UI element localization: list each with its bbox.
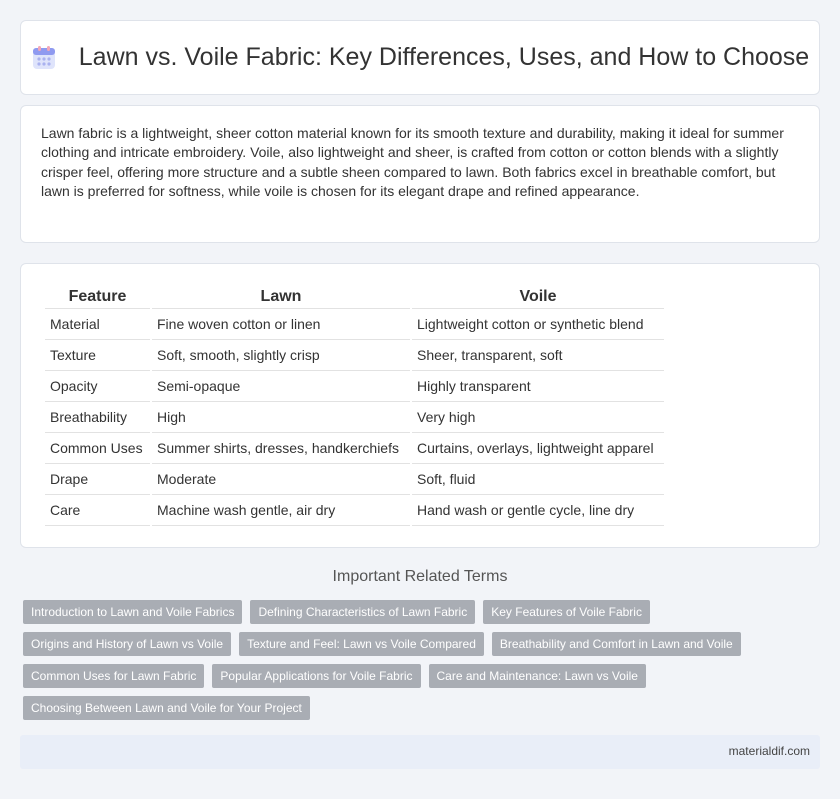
row-voile: Highly transparent	[412, 371, 664, 402]
page-title: Lawn vs. Voile Fabric: Key Differences, Uses, and How to Choose	[78, 43, 810, 71]
row-voile: Hand wash or gentle cycle, line dry	[412, 495, 664, 526]
row-lawn: Fine woven cotton or linen	[152, 309, 410, 340]
header	[21, 21, 819, 94]
related-term-link[interactable]: Breathability and Comfort in Lawn and Voile	[492, 632, 741, 656]
table-row	[45, 340, 664, 371]
related-term-link[interactable]: Defining Characteristics of Lawn Fabric	[250, 600, 475, 624]
comparison-card	[20, 263, 820, 548]
related-term-link[interactable]: Origins and History of Lawn vs Voile	[23, 632, 231, 656]
table-row	[45, 433, 664, 464]
header-feature: Feature	[45, 286, 150, 309]
row-voile: Curtains, overlays, lightweight apparel	[412, 433, 664, 464]
row-feature: Material	[45, 309, 150, 340]
row-lawn: Machine wash gentle, air dry	[152, 495, 410, 526]
related-terms-list	[23, 600, 813, 720]
header-card	[20, 20, 820, 95]
related-terms-title: Important Related Terms	[332, 568, 508, 585]
table-row	[45, 371, 664, 402]
row-feature: Common Uses	[45, 433, 150, 464]
related-term-link[interactable]: Care and Maintenance: Lawn vs Voile	[429, 664, 646, 688]
row-lawn: Semi-opaque	[152, 371, 410, 402]
intro-card	[20, 105, 820, 243]
row-lawn: Soft, smooth, slightly crisp	[152, 340, 410, 371]
row-lawn: Summer shirts, dresses, handkerchiefs	[152, 433, 410, 464]
related-term-link[interactable]: Popular Applications for Voile Fabric	[212, 664, 420, 688]
footer	[20, 735, 820, 769]
comparison-table	[43, 286, 666, 526]
related-term-link[interactable]: Choosing Between Lawn and Voile for Your Project	[23, 696, 310, 720]
related-term-link[interactable]: Common Uses for Lawn Fabric	[23, 664, 204, 688]
row-voile: Lightweight cotton or synthetic blend	[412, 309, 664, 340]
row-feature: Drape	[45, 464, 150, 495]
row-lawn: High	[152, 402, 410, 433]
row-voile: Soft, fluid	[412, 464, 664, 495]
row-lawn: Moderate	[152, 464, 410, 495]
table-row	[45, 495, 664, 526]
related-term-link[interactable]: Introduction to Lawn and Voile Fabrics	[23, 600, 242, 624]
related-term-link[interactable]: Key Features of Voile Fabric	[483, 600, 650, 624]
table-row	[45, 464, 664, 495]
table-row	[45, 402, 664, 433]
calendar-icon	[31, 45, 57, 71]
row-feature: Texture	[45, 340, 150, 371]
row-feature: Opacity	[45, 371, 150, 402]
row-feature: Breathability	[45, 402, 150, 433]
row-feature: Care	[45, 495, 150, 526]
intro-paragraph: Lawn fabric is a lightweight, sheer cotton material known for its smooth texture and durability, making it ideal for summer clothing and intricate embroidery. Voile, also lightweight and sheer, is crafted from cotton or cotton blends with a slightly crisper feel, offering more structure and a subtle sheen compared to lawn. Both fabrics excel in breathable comfort, but lawn is preferred for softness, while voile is chosen for its elegant drape and refined appearance.	[41, 125, 784, 200]
header-lawn: Lawn	[152, 286, 410, 309]
row-voile: Very high	[412, 402, 664, 433]
related-term-link[interactable]: Texture and Feel: Lawn vs Voile Compared	[239, 632, 484, 656]
header-voile: Voile	[412, 286, 664, 309]
row-voile: Sheer, transparent, soft	[412, 340, 664, 371]
site-link[interactable]: materialdif.com	[728, 744, 810, 758]
table-header-row	[45, 286, 664, 309]
table-row	[45, 309, 664, 340]
